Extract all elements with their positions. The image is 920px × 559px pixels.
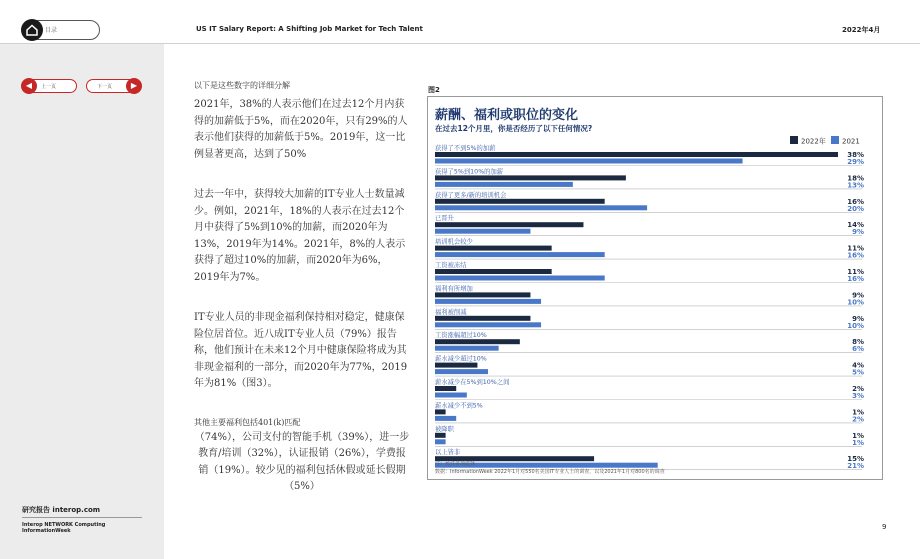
brand-logos: Interop NETWORK Computing InformationWeek — [22, 522, 106, 534]
category-label: 获得了更多/新的培训机会 — [435, 191, 507, 199]
header-bar — [0, 0, 920, 44]
bar-2021 — [435, 276, 605, 281]
value-label-2022: 4% — [852, 361, 864, 370]
category-label: 工资被冻结 — [435, 262, 467, 269]
next-page-label: 下一页 — [97, 84, 113, 90]
legend-label: 2022年 — [801, 137, 826, 146]
arrow-left-icon: ◀ — [21, 78, 37, 94]
bar-2022 — [435, 409, 446, 414]
bar-2022 — [435, 199, 605, 204]
bar-2022 — [435, 386, 456, 391]
value-label-2022: 1% — [852, 408, 864, 417]
prev-page-button[interactable] — [22, 79, 77, 93]
intro-line: 以下是这些数字的详细分解 — [194, 81, 290, 90]
brand-title: 研究报告 interop.com — [22, 506, 101, 514]
bar-2021 — [435, 252, 605, 257]
value-label-2022: 16% — [847, 197, 864, 206]
bar-2022 — [435, 316, 530, 321]
value-label-2022: 14% — [847, 221, 864, 230]
value-label-2021: 10% — [847, 321, 864, 330]
bar-2021 — [435, 439, 446, 444]
bar-2021 — [435, 229, 530, 234]
value-label-2021: 21% — [847, 462, 864, 471]
value-label-2022: 15% — [847, 455, 864, 464]
category-label: 以上皆非 — [435, 449, 461, 457]
figure-label: 图2 — [428, 86, 440, 94]
bar-2022 — [435, 246, 552, 251]
paragraph-4-lead: 其他主要福利包括401(k)匹配 — [194, 417, 301, 427]
bar-2021 — [435, 322, 541, 327]
value-label-2021: 16% — [847, 251, 864, 260]
value-label-2021: 10% — [847, 298, 864, 307]
category-label: 福利有所增加 — [435, 285, 473, 293]
bar-2022 — [435, 175, 626, 180]
brand-divider — [22, 517, 142, 518]
category-label: 已晋升 — [435, 215, 454, 223]
bar-2021 — [435, 369, 488, 374]
bar-2022 — [435, 269, 552, 274]
bar-2021 — [435, 182, 573, 187]
value-label-2022: 11% — [847, 244, 864, 253]
value-label-2021: 16% — [847, 275, 864, 283]
category-label: 薪水减少不到5% — [435, 402, 483, 410]
category-label: 薪水减少在5%到10%之间 — [435, 379, 510, 386]
chart-note: 注：允许多项选择 — [435, 461, 476, 467]
bar-2021 — [435, 299, 541, 304]
category-label: 薪水减少超过10% — [435, 355, 487, 363]
brand-footer — [22, 505, 142, 534]
bar-2022 — [435, 152, 838, 157]
value-label-2021: 13% — [847, 181, 864, 190]
legend-label: 2021 — [842, 137, 860, 146]
body-text — [194, 80, 410, 520]
bar-2021 — [435, 393, 467, 398]
page-number: 9 — [882, 523, 887, 531]
value-label-2021: 1% — [852, 438, 864, 447]
value-label-2021: 3% — [852, 392, 864, 400]
value-label-2021: 2% — [852, 415, 864, 424]
value-label-2022: 11% — [847, 268, 864, 276]
value-label-2022: 9% — [852, 291, 864, 300]
paragraph-1: 2021年，38%的人表示他们在过去12个月内获得的加薪低于5%，而在2020年，只有29%的人表示他们获得的加薪低于5%。2019年，这一比例显著更高，达到了50% — [194, 99, 408, 160]
next-page-button[interactable] — [86, 79, 141, 93]
report-date: 2022年4月 — [842, 26, 881, 34]
category-label: 获得了5%到10%的加薪 — [435, 168, 504, 176]
category-label: 培训机会较少 — [435, 238, 473, 246]
value-label-2021: 20% — [847, 204, 864, 213]
chart-title: 薪酬、福利或职位的变化 — [435, 108, 579, 123]
bar-2022 — [435, 363, 477, 368]
bar-2021 — [435, 416, 456, 421]
bar-2022 — [435, 433, 446, 438]
value-label-2022: 1% — [852, 431, 864, 440]
value-label-2021: 29% — [847, 158, 864, 166]
arrow-right-icon: ▶ — [126, 78, 142, 94]
bar-2022 — [435, 222, 583, 227]
value-label-2022: 18% — [847, 174, 864, 183]
paragraph-4: （74%），公司支付的智能手机（39%），进一步教育/培训（32%），认证报销（26%），学费报销（19%）。较少见的福利包括休假或延长假期（5%） — [194, 431, 410, 492]
value-label-2021: 6% — [852, 345, 864, 354]
category-label: 福利被削减 — [435, 308, 467, 316]
value-label-2021: 5% — [852, 368, 864, 377]
bar-2021 — [435, 346, 499, 351]
value-label-2022: 9% — [852, 314, 864, 323]
legend-swatch — [790, 136, 798, 144]
chart-source: 数据：InformationWeek 2022年1月对550名美国IT专业人士的调查，以及2021年1月对800名的调查 — [435, 469, 665, 475]
category-label: 被降职 — [435, 425, 454, 433]
value-label-2022: 38% — [847, 151, 864, 159]
paragraph-2: 过去一年中，获得较大加薪的IT专业人士数量减少。例如，2021年，18%的人表示在过去12个月中获得了5%到10%的加薪，而2020年为13%，2019年为14%。2021年，8%的人表示获得了超过10%的加薪，而2020年为6%，2019年为7%。 — [194, 189, 406, 283]
bar-2021 — [435, 205, 647, 210]
bar-2022 — [435, 292, 530, 297]
prev-page-label: 上一页 — [41, 84, 57, 90]
category-label: 工资涨幅超过10% — [435, 332, 487, 340]
report-title: US IT Salary Report: A Shifting Job Market for Tech Talent — [196, 25, 423, 33]
paragraph-3: IT专业人员的非现金福利保持相对稳定，健康保险位居首位。近八成IT专业人员（79%）报告称，他们预计在未来12个月中健康保险将成为其非现金福利的一部分，而2020年为77%，2019年为81%（图3）。 — [194, 312, 408, 389]
bar-2021 — [435, 159, 743, 164]
value-label-2022: 8% — [852, 338, 864, 347]
bar-chart — [428, 97, 884, 481]
legend-swatch — [831, 136, 839, 144]
bar-2022 — [435, 339, 520, 344]
chart-panel — [427, 96, 883, 480]
value-label-2021: 9% — [852, 228, 864, 237]
category-label: 获得了不到5%的加薪 — [435, 145, 496, 152]
chart-subtitle: 在过去12个月里，你是否经历了以下任何情况? — [435, 124, 593, 133]
value-label-2022: 2% — [852, 385, 864, 393]
home-icon — [21, 19, 43, 41]
home-label: 目录 — [45, 27, 58, 34]
home-button[interactable] — [22, 20, 100, 40]
